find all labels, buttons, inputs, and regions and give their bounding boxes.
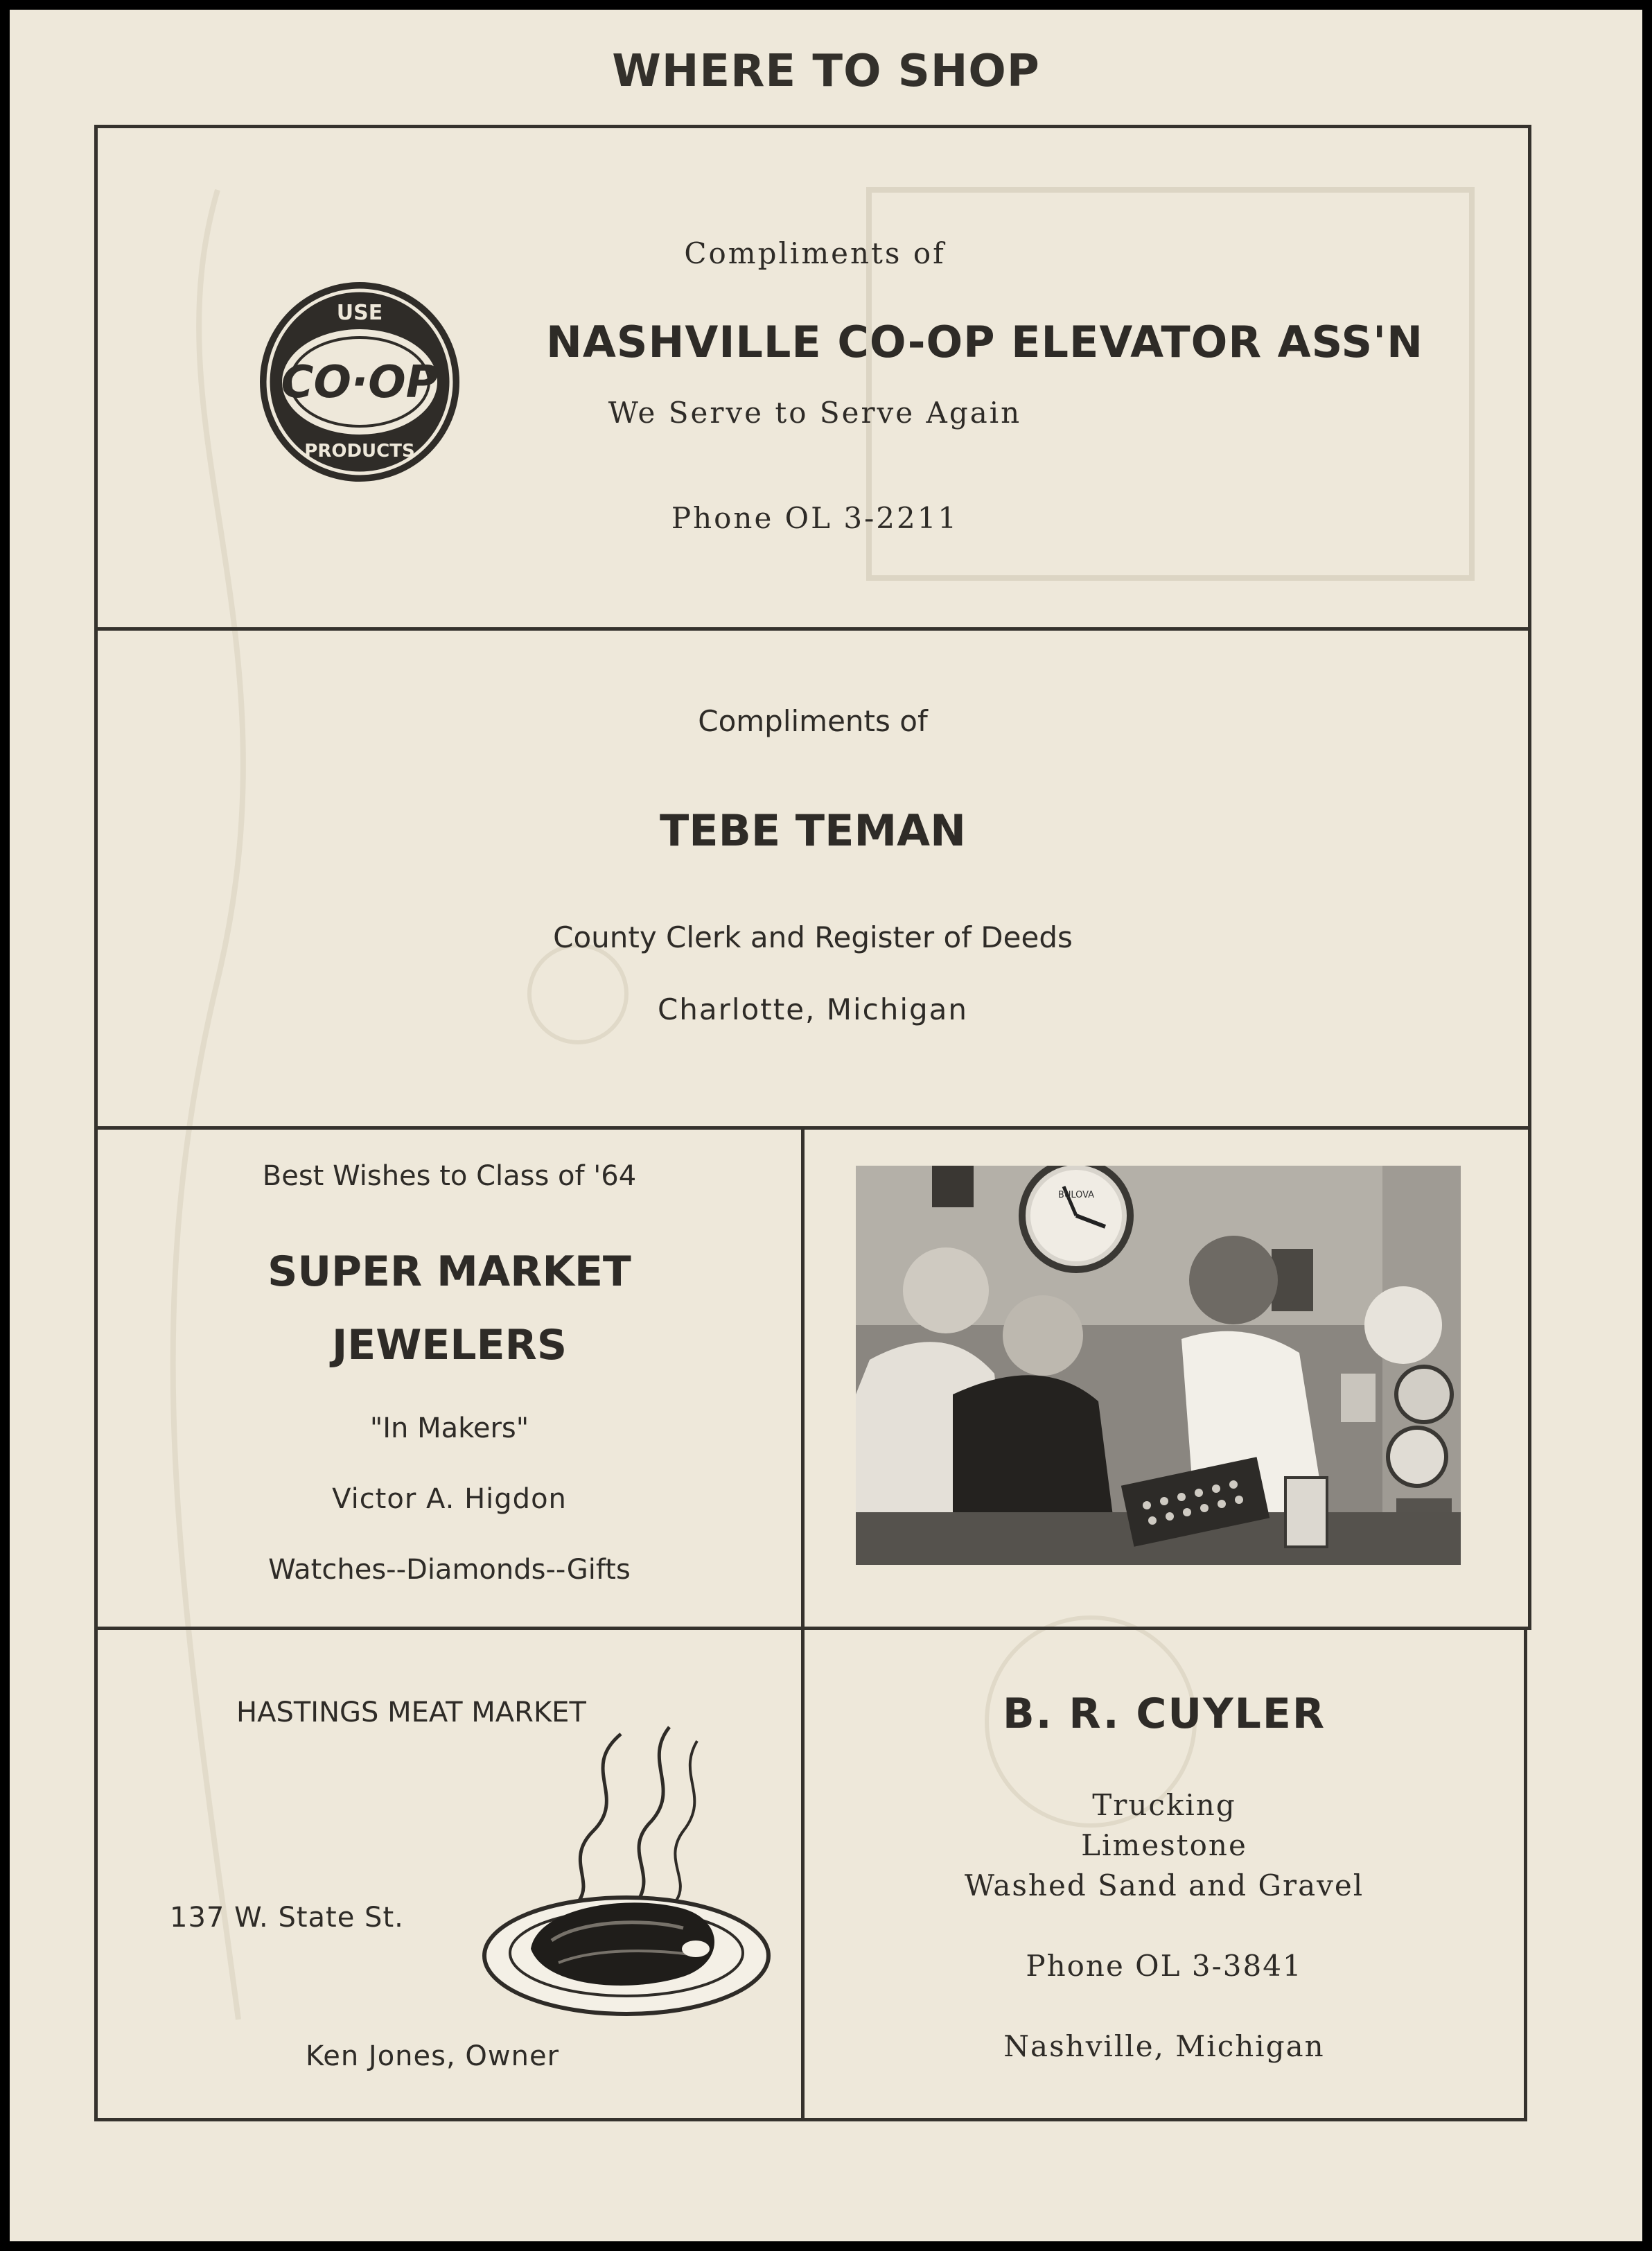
ad-cuyler xyxy=(805,1630,1524,2118)
jewelers-greeting: Best Wishes to Class of '64 xyxy=(262,1160,637,1192)
coop-name: NASHVILLE CO-OP ELEVATOR ASS'N xyxy=(545,317,1424,367)
coop-logo-bottom: PRODUCTS xyxy=(304,441,415,462)
jewelers-owner: Victor A. Higdon xyxy=(332,1483,567,1515)
coop-compliments: Compliments of xyxy=(684,236,946,270)
coop-slogan: We Serve to Serve Again xyxy=(608,396,1022,430)
coop-phone: Phone OL 3-2211 xyxy=(671,501,959,535)
jewelers-photo xyxy=(856,1166,1461,1565)
meat-address: 137 W. State St. xyxy=(170,1902,404,1934)
cuyler-service-2: Limestone xyxy=(1081,1828,1247,1862)
coop-logo xyxy=(256,278,464,486)
ad-teman xyxy=(94,627,1531,1130)
jewelers-name-line2: JEWELERS xyxy=(331,1321,568,1369)
jewelers-name-line1: SUPER MARKET xyxy=(267,1247,631,1296)
ad-meat-market xyxy=(98,1630,801,2118)
jewelers-tagline: "In Makers" xyxy=(369,1412,529,1444)
teman-name: TEBE TEMAN xyxy=(659,805,967,856)
yearbook-page xyxy=(10,10,1642,2241)
cuyler-location: Nashville, Michigan xyxy=(1003,2029,1325,2063)
cuyler-service-1: Trucking xyxy=(1092,1788,1236,1822)
cuyler-phone: Phone OL 3-3841 xyxy=(1026,1949,1303,1983)
meat-name: HASTINGS MEAT MARKET xyxy=(236,1697,586,1728)
ad-coop xyxy=(94,125,1531,631)
steak-plate-illustration xyxy=(475,1720,780,2018)
coop-logo-main: CO·OP xyxy=(281,357,439,408)
teman-title: County Clerk and Register of Deeds xyxy=(553,920,1073,954)
photo-clock-brand: BULOVA xyxy=(1057,1190,1095,1200)
teman-location: Charlotte, Michigan xyxy=(657,992,969,1026)
page-title: WHERE TO SHOP xyxy=(612,46,1040,97)
teman-compliments: Compliments of xyxy=(698,704,928,738)
meat-owner: Ken Jones, Owner xyxy=(306,2040,560,2072)
jewelers-photo-art xyxy=(856,1166,1461,1565)
coop-logo-top: USE xyxy=(336,301,383,325)
jewelers-goods: Watches--Diamonds--Gifts xyxy=(268,1554,631,1586)
cuyler-name: B. R. CUYLER xyxy=(1002,1690,1326,1738)
ad-jewelers xyxy=(98,1130,801,1627)
cuyler-service-3: Washed Sand and Gravel xyxy=(964,1868,1364,1902)
